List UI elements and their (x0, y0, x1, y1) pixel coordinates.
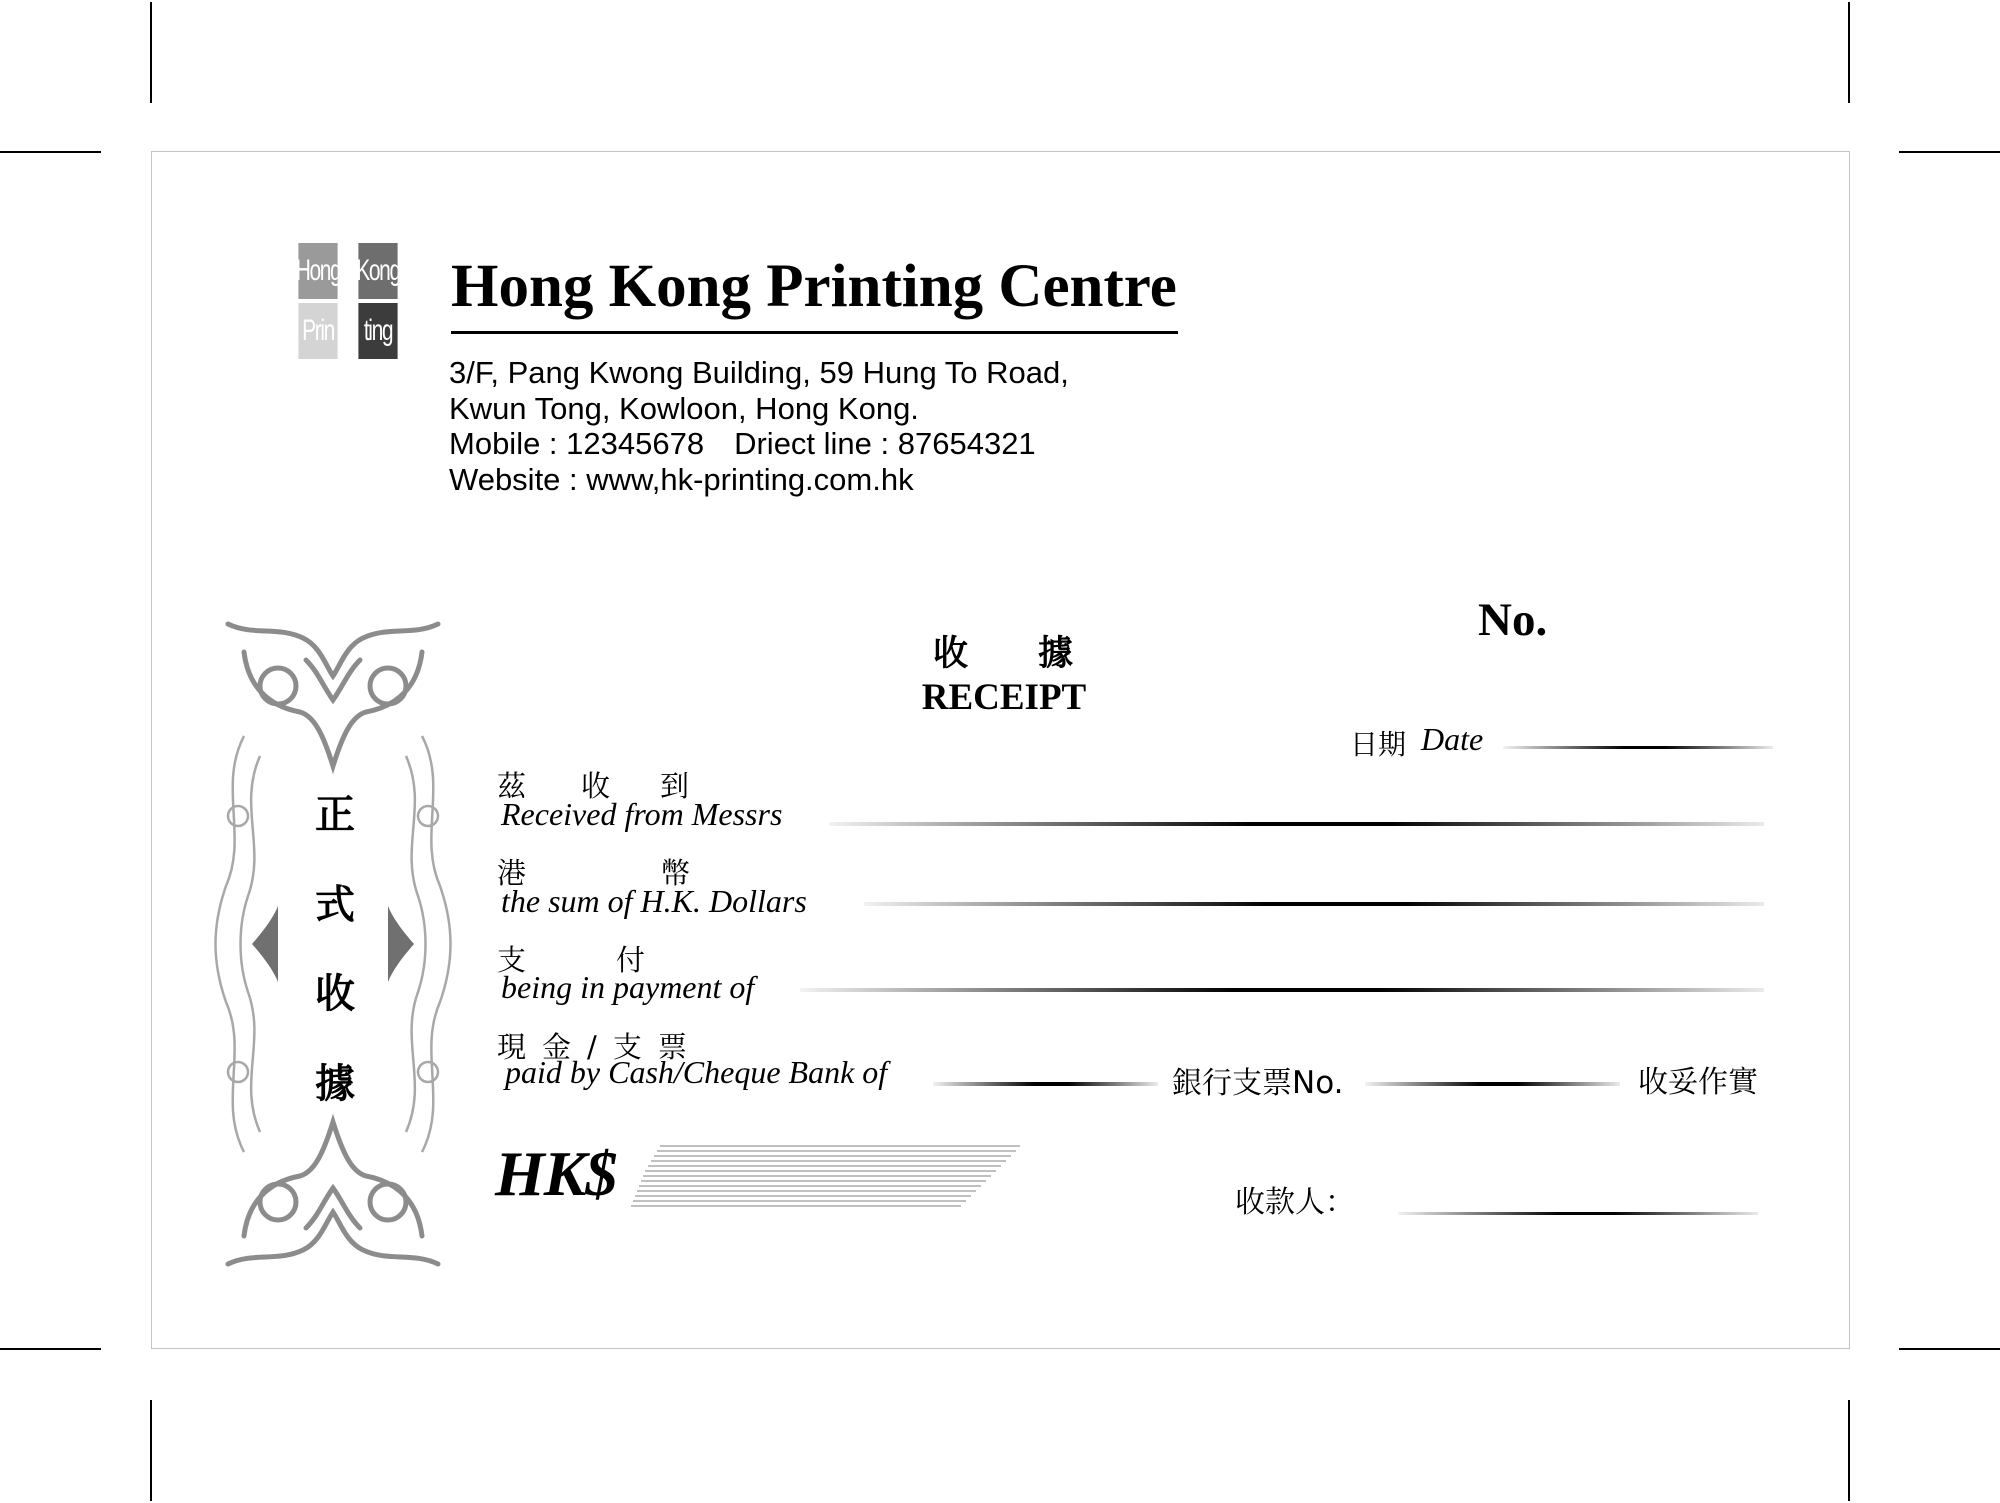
received-confirm-label: 收妥作實 (1638, 1065, 1758, 1100)
received-from-field[interactable] (829, 822, 1764, 826)
logo-cell: ting (358, 303, 397, 359)
cheque-no-label: No. (1292, 1065, 1344, 1101)
paid-by-label: paid by Cash/Cheque Bank of (505, 1054, 888, 1090)
receipt-title: RECEIPT (921, 677, 1087, 718)
address-line: 3/F, Pang Kwong Building, 59 Hung To Road, (449, 355, 1069, 390)
mobile-number: Mobile : 12345678 (449, 426, 705, 461)
company-name: Hong Kong Printing Centre (451, 253, 1177, 320)
logo-cell: Kong (358, 243, 397, 299)
label-char: 港 (497, 856, 527, 890)
crop-mark (1848, 2, 1850, 103)
side-banner-char: 收 (315, 971, 355, 1017)
receipt-number-label: No. (1478, 594, 1548, 646)
label-char: 付 (616, 943, 646, 977)
crop-mark (150, 2, 152, 103)
sum-field[interactable] (864, 902, 1764, 906)
payee-label: 收款人： (1235, 1185, 1355, 1220)
company-name-underline (451, 331, 1178, 334)
logo-cell: Prin (298, 303, 337, 359)
contact-line (449, 426, 1069, 462)
company-logo (290, 243, 406, 359)
date-label-chinese: 日期 (1350, 728, 1407, 761)
side-banner-char: 據 (315, 1061, 355, 1107)
payment-label: being in payment of (501, 969, 755, 1005)
label-char: 金 (542, 1030, 572, 1064)
date-label: Date (1421, 721, 1484, 757)
logo-cell: Hong (298, 243, 337, 299)
cheque-number-field[interactable] (1365, 1082, 1620, 1086)
payee-signature-field[interactable] (1398, 1212, 1758, 1215)
label-char: 票 (657, 1030, 687, 1064)
receipt-title-chinese (933, 626, 1073, 676)
title-char: 據 (1037, 634, 1073, 674)
label-char: 收 (581, 769, 611, 803)
direct-line-number: Driect line : 87654321 (734, 426, 1036, 461)
cheque-label-chinese (1172, 1058, 1343, 1102)
label-char: 現 (497, 1030, 527, 1064)
date-field[interactable] (1503, 746, 1773, 749)
crop-mark (1848, 1400, 1850, 1501)
side-banner-char: 正 (315, 792, 355, 838)
crop-mark (1899, 151, 2000, 153)
cheque-cn: 銀行支票 (1172, 1066, 1292, 1101)
crop-mark (0, 1348, 101, 1350)
label-char: 支 (497, 943, 527, 977)
ornament-frame-icon (208, 616, 458, 1272)
label-char: 幣 (661, 856, 691, 890)
amount-box[interactable] (630, 1142, 1025, 1209)
title-char: 收 (933, 634, 969, 674)
crop-mark (1899, 1348, 2000, 1350)
address-line: Kwun Tong, Kowloon, Hong Kong. (449, 390, 919, 426)
bank-field[interactable] (933, 1082, 1158, 1086)
website: Website : www,hk-printing.com.hk (449, 461, 914, 497)
label-char: 茲 (497, 769, 527, 803)
label-char: 到 (660, 769, 690, 803)
crop-mark (150, 1400, 152, 1501)
side-banner-char: 式 (315, 882, 355, 928)
crop-mark (0, 151, 101, 153)
label-char: 支 (612, 1030, 642, 1064)
company-address (449, 355, 1069, 497)
currency-label: HK$ (495, 1138, 617, 1209)
received-from-label: Received from Messrs (501, 796, 783, 832)
sum-label: the sum of H.K. Dollars (501, 883, 807, 919)
label-char: / (587, 1030, 597, 1064)
payment-field[interactable] (800, 988, 1764, 992)
